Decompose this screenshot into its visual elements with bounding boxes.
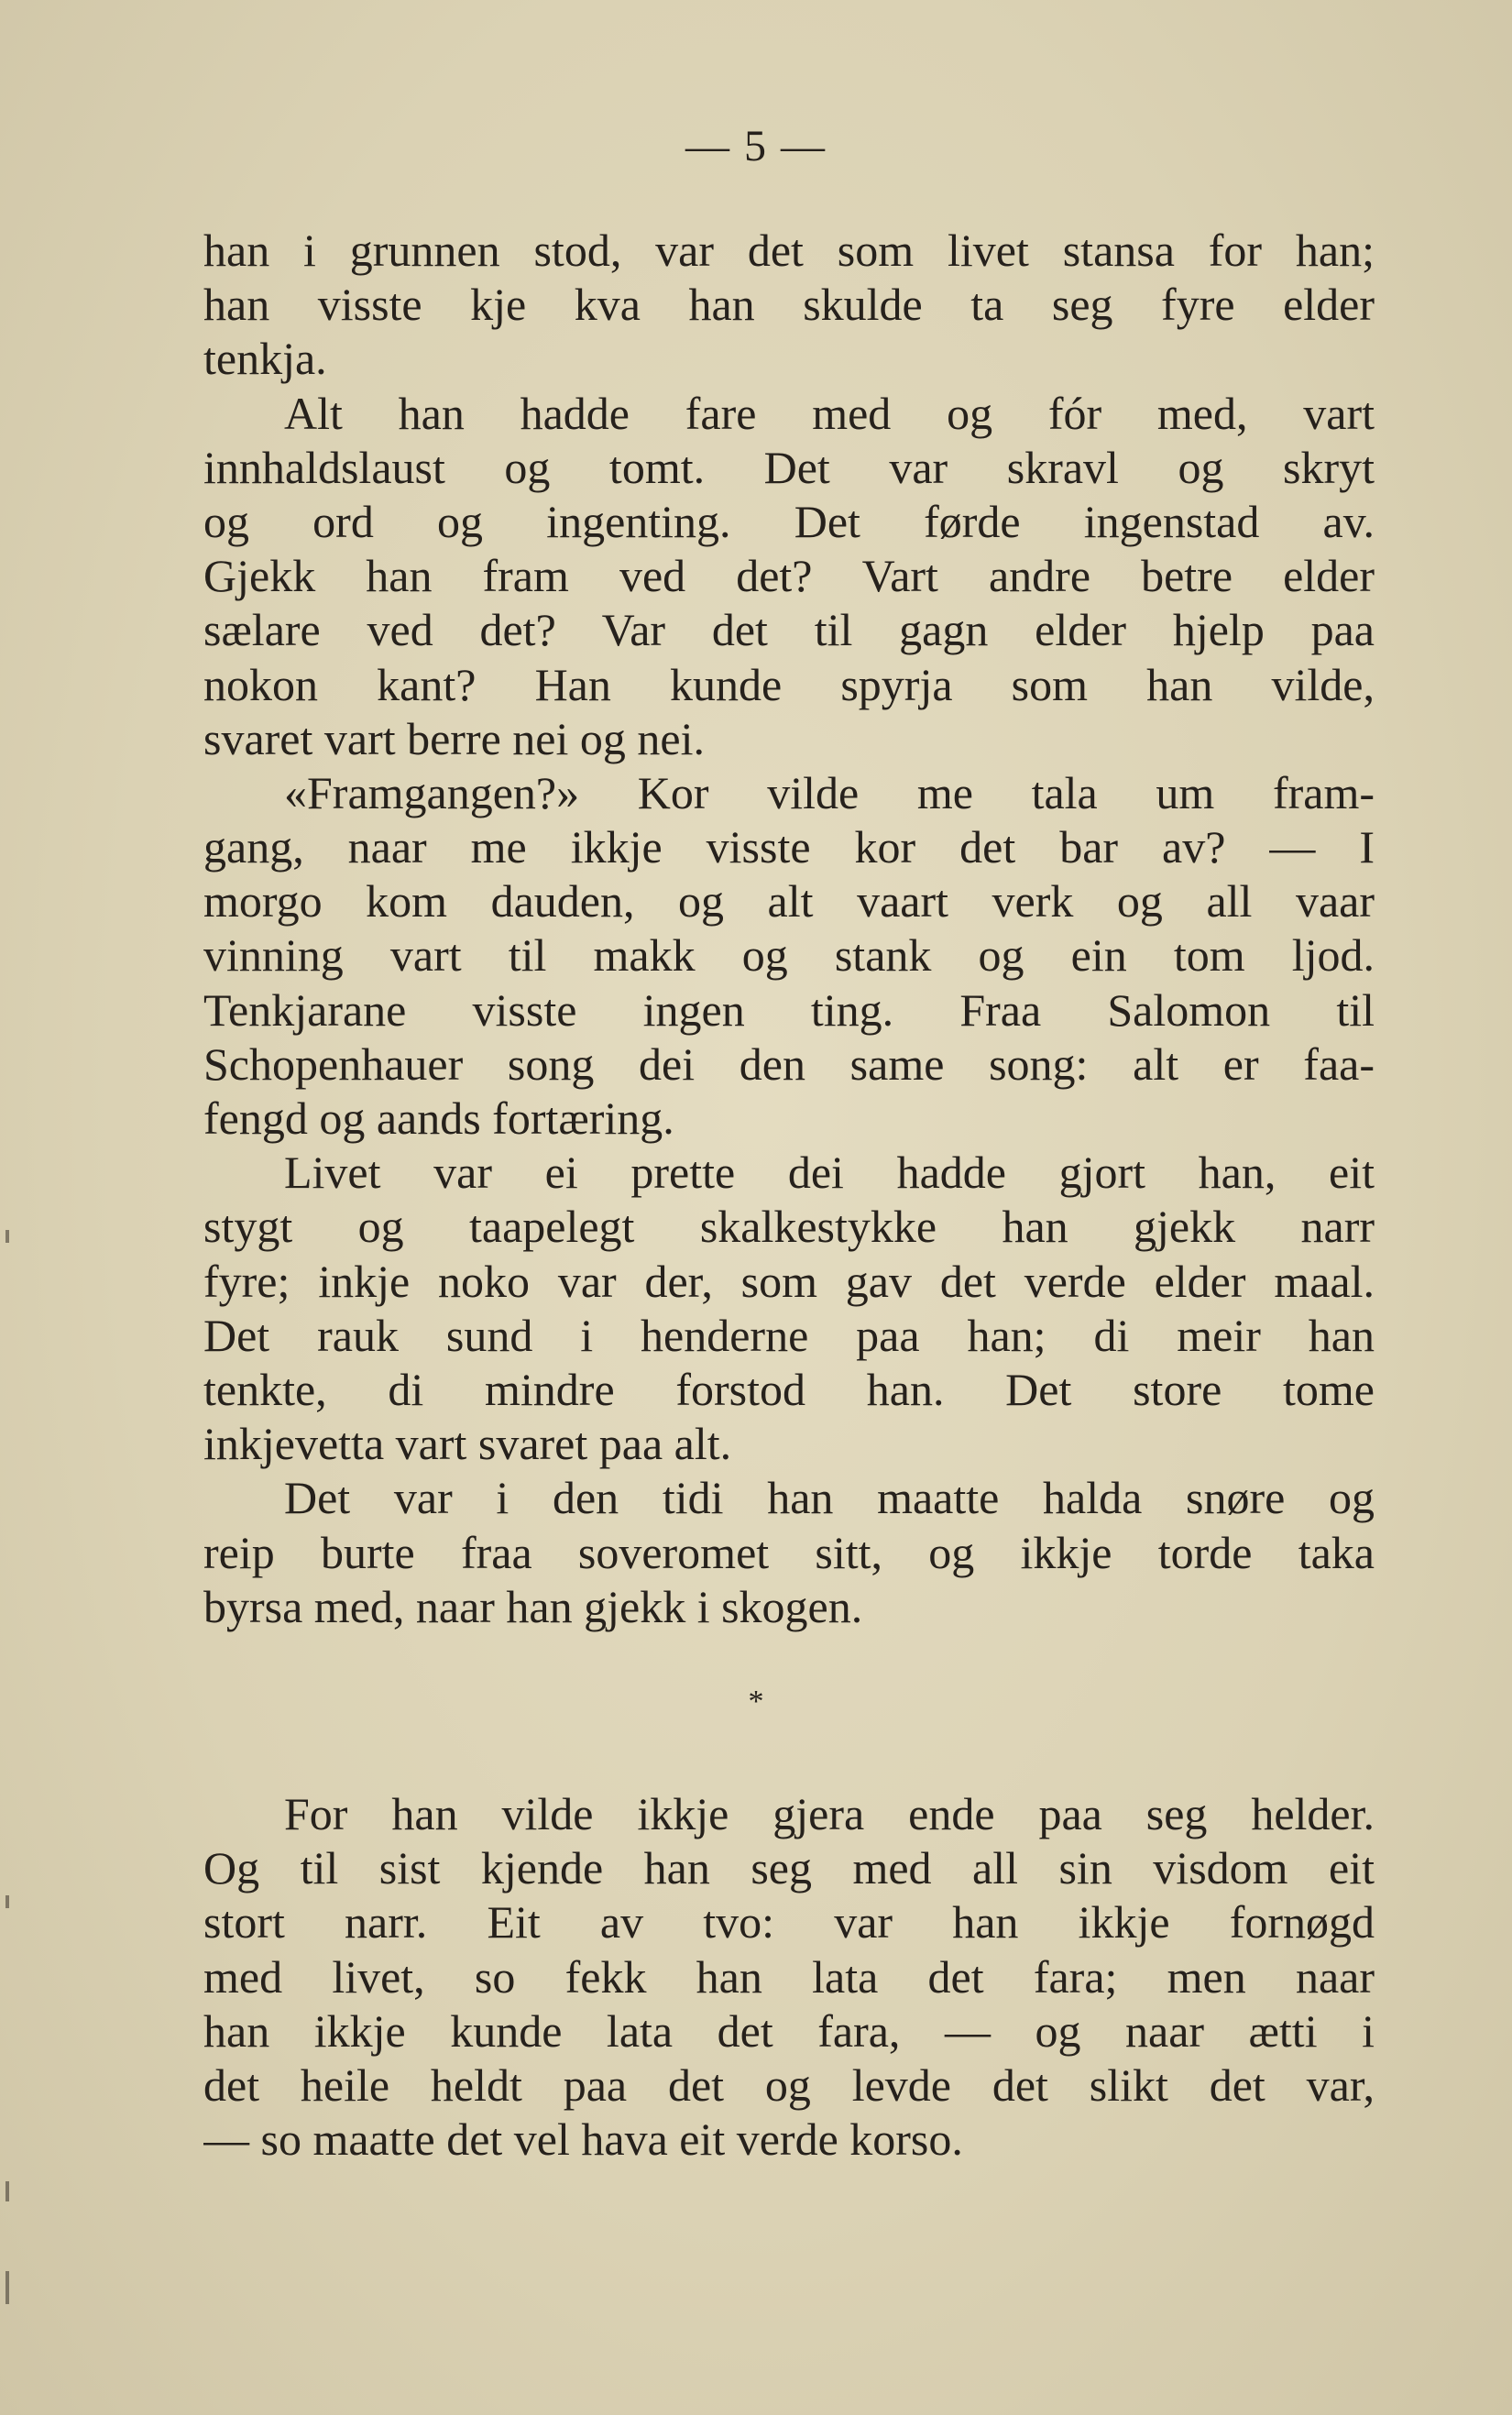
text-line: fyre; inkje noko var der, som gav det verde elder maal. (203, 1255, 1375, 1307)
text-line: tenkte, di mindre forstod han. Det store tome (203, 1363, 1375, 1415)
margin-mark (5, 2271, 9, 2304)
text-line: inkjevetta vart svaret paa alt. (203, 1418, 732, 1470)
text-line: han i grunnen stod, var det som livet stansa for han; (203, 225, 1375, 276)
text-line: og ord og ingenting. Det førde ingenstad av. (203, 495, 1375, 547)
page-number: — 5 — (685, 122, 827, 170)
margin-mark (5, 1230, 9, 1243)
section-separator: * (748, 1685, 764, 1718)
text-line: han ikkje kunde lata det fara, — og naar ætti i (203, 2004, 1375, 2057)
margin-mark (5, 1895, 9, 1908)
text-line: det heile heldt paa det og levde det slikt det var, (203, 2058, 1375, 2111)
text-line: reip burte fraa soveromet sitt, og ikkje torde taka (203, 1526, 1375, 1578)
text-line: Gjekk han fram ved det? Vart andre betre elder (203, 550, 1375, 602)
text-line: tenkja. (203, 333, 327, 385)
text-line: Livet var ei prette dei hadde gjort han, eit (284, 1147, 1375, 1199)
text-line: nokon kant? Han kunde spyrja som han vilde, (203, 658, 1375, 710)
text-line: byrsa med, naar han gjekk i skogen. (203, 1580, 863, 1632)
text-line: innhaldslaust og tomt. Det var skravl og skryt (203, 441, 1375, 493)
margin-mark (5, 2181, 9, 2201)
text-line: Tenkjarane visste ingen ting. Fraa Salomon til (203, 983, 1375, 1036)
text-line: han visste kje kva han skulde ta seg fyre elder (203, 279, 1375, 331)
text-line: med livet, so fekk han lata det fara; men naar (203, 1950, 1375, 2003)
text-block-main (203, 224, 1375, 1634)
text-line: Det var i den tidi han maatte halda snøre og (284, 1472, 1375, 1524)
text-line: Og til sist kjende han seg med all sin visdom eit (203, 1842, 1375, 1894)
text-line: «Framgangen?» Kor vilde me tala um fram- (284, 766, 1375, 818)
text-line: — so maatte det vel hava eit verde korso. (203, 2113, 963, 2166)
text-line: Alt han hadde fare med og fór med, vart (284, 387, 1375, 439)
text-line: stygt og taapelegt skalkestykke han gjekk narr (203, 1201, 1375, 1253)
text-line: fengd og aands fortæring. (203, 1092, 674, 1144)
text-line: sælare ved det? Var det til gagn elder hjelp paa (203, 604, 1375, 656)
text-line: morgo kom dauden, og alt vaart verk og all vaar (203, 875, 1375, 928)
text-line: gang, naar me ikkje visste kor det bar av? — I (203, 821, 1375, 873)
text-line: vinning vart til makk og stank og ein tom ljod. (203, 929, 1375, 982)
text-block-final (203, 1787, 1375, 2167)
text-line: Schopenhauer song dei den same song: alt er faa- (203, 1037, 1375, 1090)
text-line: For han vilde ikkje gjera ende paa seg helder. (284, 1788, 1375, 1839)
text-line: Det rauk sund i henderne paa han; di meir han (203, 1309, 1375, 1361)
text-line: stort narr. Eit av tvo: var han ikkje fornøgd (203, 1896, 1375, 1948)
text-line: svaret vart berre nei og nei. (203, 712, 705, 764)
